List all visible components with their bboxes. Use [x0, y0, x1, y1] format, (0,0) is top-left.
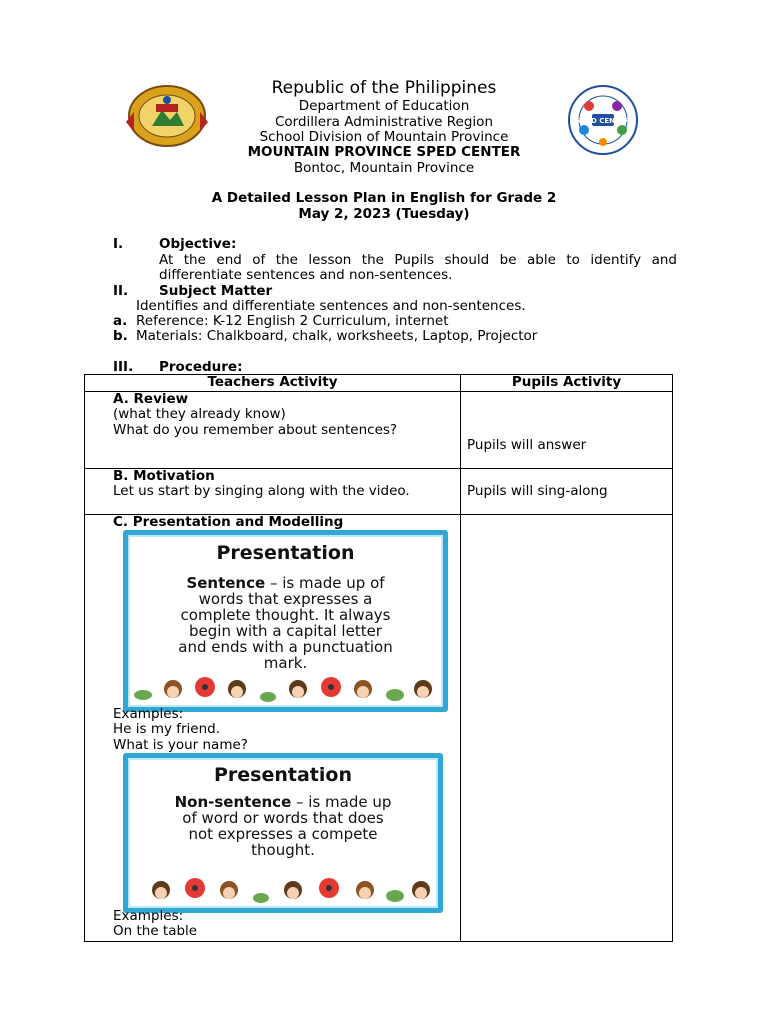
procedure-table — [84, 374, 673, 942]
definition-line: of word or words that does — [182, 809, 384, 827]
review-pupil-activity: Pupils will answer — [467, 437, 587, 453]
children-flowers-illustration — [128, 675, 443, 705]
sentence-definition — [138, 575, 433, 671]
review-subtitle: (what they already know) — [113, 406, 286, 422]
non-sentence-definition — [138, 794, 428, 858]
review-question: What do you remember about sentences? — [113, 422, 398, 438]
children-flowers-illustration — [128, 876, 438, 906]
school-name: MOUNTAIN PROVINCE SPED CENTER — [247, 144, 521, 160]
example-sentence: He is my friend. — [113, 721, 221, 737]
definition-line: begin with a capital letter — [189, 622, 382, 640]
materials-letter: b. — [113, 328, 128, 344]
lesson-plan-date: May 2, 2023 (Tuesday) — [298, 206, 470, 222]
materials-text: Materials: Chalkboard, chalk, worksheets, Laptop, Projector — [136, 328, 538, 344]
definition-line: – is made up of — [265, 574, 385, 592]
pupils-activity-header: Pupils Activity — [511, 374, 622, 390]
motivation-pupil-activity: Pupils will sing-along — [467, 483, 608, 499]
definition-line: and ends with a punctuation — [178, 638, 393, 656]
definition-line: mark. — [263, 654, 308, 672]
review-title: A. Review — [113, 391, 189, 407]
definition-line: words that expresses a — [198, 590, 373, 608]
examples-label: Examples: — [113, 706, 184, 722]
definition-line: not expresses a compete — [188, 825, 378, 843]
definition-line: thought. — [251, 841, 315, 859]
definition-line: complete thought. It always — [180, 606, 391, 624]
card-title: Presentation — [214, 764, 352, 786]
example-non-sentence: On the table — [113, 923, 198, 939]
department-line: Department of Education — [298, 98, 470, 114]
motivation-text: Let us start by singing along with the video. — [113, 483, 410, 499]
school-location: Bontoc, Mountain Province — [293, 160, 475, 176]
subject-number: II. — [113, 283, 129, 299]
lesson-plan-title: A Detailed Lesson Plan in English for Grade 2 — [211, 190, 557, 206]
objective-text-line1: At the end of the lesson the Pupils should be able to identify and — [159, 252, 677, 268]
sentence-presentation-card — [123, 530, 448, 712]
procedure-label: Procedure: — [159, 359, 243, 375]
division-line: School Division of Mountain Province — [259, 129, 509, 145]
teachers-activity-header: Teachers Activity — [207, 374, 338, 390]
republic-heading: Republic of the Philippines — [271, 78, 497, 98]
definition-term: Non-sentence — [174, 793, 292, 811]
seal-center-text: SPED CENTER — [576, 117, 630, 125]
reference-text: Reference: K-12 English 2 Curriculum, internet — [136, 313, 449, 329]
subject-text: Identifies and differentiate sentences and non-sentences. — [136, 298, 526, 314]
table-column-divider — [460, 375, 461, 941]
procedure-number: III. — [113, 359, 134, 375]
definition-line: – is made up — [291, 793, 392, 811]
examples-label: Examples: — [113, 908, 184, 924]
definition-term: Sentence — [186, 574, 266, 592]
motivation-title: B. Motivation — [113, 468, 215, 484]
non-sentence-presentation-card — [123, 753, 443, 913]
objective-number: I. — [113, 236, 124, 252]
subject-label: Subject Matter — [159, 283, 273, 299]
objective-text-line2: differentiate sentences and non-sentences. — [159, 267, 453, 283]
example-sentence: What is your name? — [113, 737, 248, 753]
region-line: Cordillera Administrative Region — [274, 114, 493, 130]
reference-letter: a. — [113, 313, 128, 329]
card-title: Presentation — [216, 542, 355, 564]
objective-label: Objective: — [159, 236, 237, 252]
presentation-title: C. Presentation and Modelling — [113, 514, 344, 530]
